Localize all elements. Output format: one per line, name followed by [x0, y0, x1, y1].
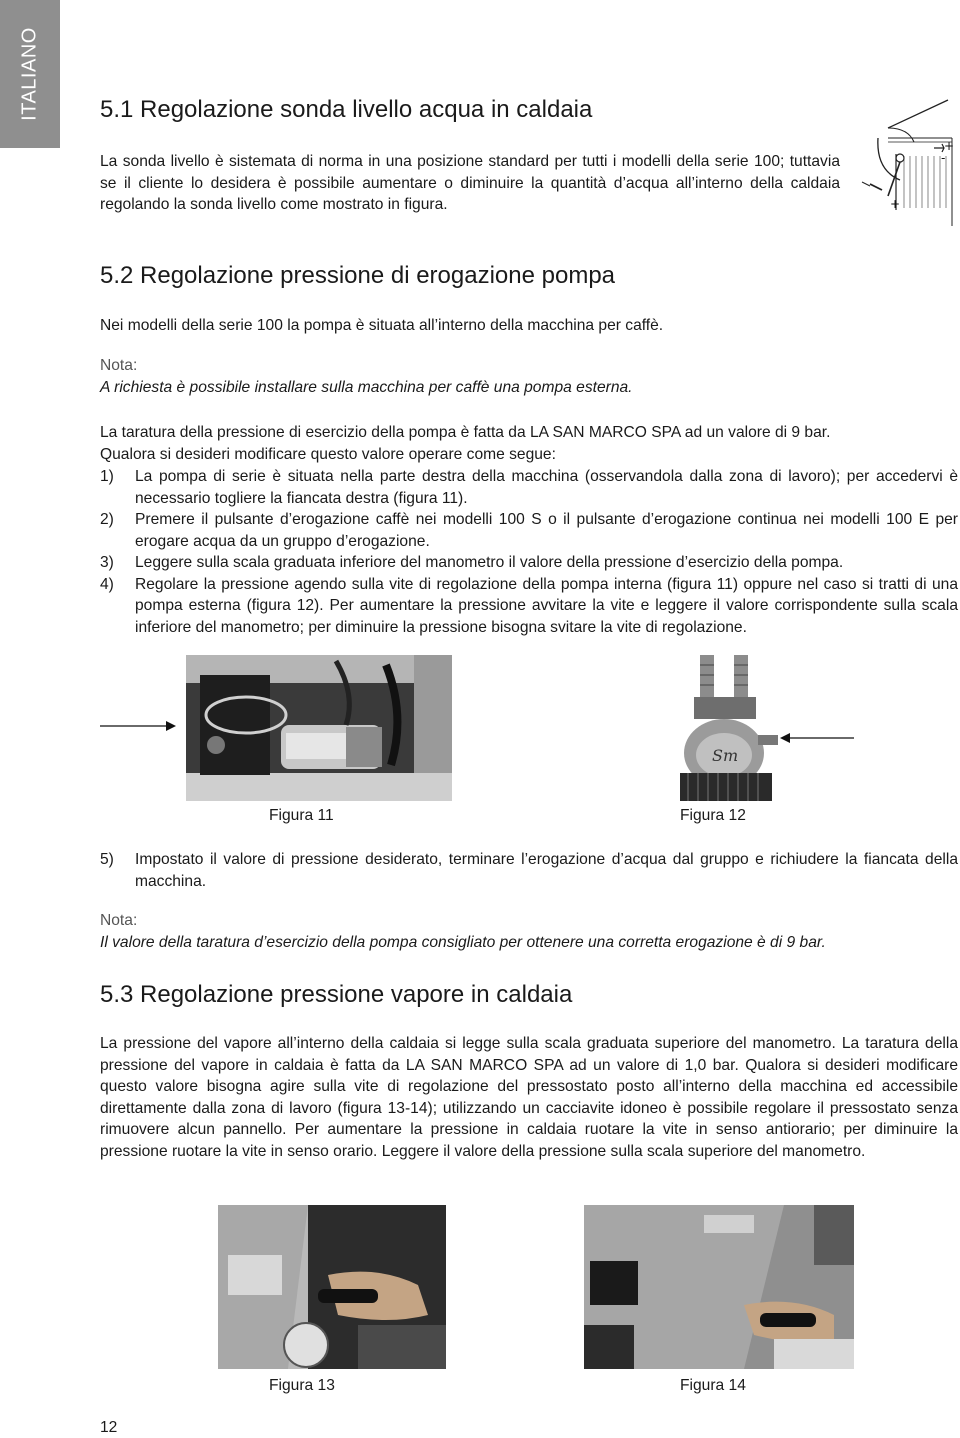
note2-label: Nota: — [100, 912, 138, 929]
figure-12-caption: Figura 12 — [680, 807, 746, 824]
note-label: Nota: — [100, 357, 138, 374]
svg-text:Sm: Sm — [712, 746, 739, 765]
diagram-sign-plus-bottom: + — [890, 197, 901, 211]
step-2: 2) Premere il pulsante d’erogazione caffè nei modelli 100 S o il pulsante d’erogazione continua nei modelli 100 E per erogare acqua da un gruppo d’erogazione. — [100, 511, 958, 550]
figure-14-photo — [584, 1205, 854, 1369]
page-number: 12 — [100, 1419, 118, 1436]
final-step — [100, 849, 958, 892]
section-5-1-heading: 5.1 Regolazione sonda livello acqua in caldaia — [100, 96, 593, 123]
section-5-3-paragraph: La pressione del vapore all’interno della caldaia si legge sulla scala graduata superiore del manometro. La taratura della pressione del vapore in caldaia è fatta da LA SAN MARCO SPA ad un valore di 1,0 bar. Qualora si desideri modificare questo valore bisogna agire sulla vite di regolazione del pressostato posto all’interno della macchina ed accessibile direttamente dalla zona di lavoro (figura 13-14); utilizzando un cacciavite idoneo è possibile regolare il pressostato senza rimuovere alcun pannello. Per aumentare la pressione in caldaia ruotare la vite in senso antiorario; per diminuire la pressione ruotare la vite in senso orario. Leggere il valore della pressione sulla scala superiore del manometro. — [100, 1035, 958, 1160]
diagram-sign-plus-top: + — [944, 139, 955, 153]
step-3: 3) Leggere sulla scala graduata inferiore del manometro il valore della pressione d’esercizio della pompa. — [100, 554, 844, 571]
section-5-3-heading: 5.3 Regolazione pressione vapore in caldaia — [100, 981, 573, 1008]
step-5: 5) Impostato il valore di pressione desiderato, terminare l’erogazione d’acqua dal gruppo e richiudere la fiancata della macchina. — [100, 851, 958, 890]
diagram-sign-minus: - — [941, 151, 946, 165]
language-tab — [0, 0, 60, 148]
step-4: 4) Regolare la pressione agendo sulla vite di regolazione della pompa interna (figura 11) oppure nel caso si tratti di una pompa esterna (figura 12). Per aumentare la pressione avvitare la vite e leggere il valore corrispondente sulla scala inferiore del manometro; per diminuire la pressione bisogna svitare la vite di regolazione. — [100, 575, 958, 636]
figure-12-arrow — [778, 730, 854, 746]
figure-11-caption: Figura 11 — [269, 807, 334, 824]
figure-11-photo — [186, 655, 452, 801]
level-probe-diagram — [848, 98, 956, 226]
note2-text: Il valore della taratura d’esercizio della pompa consigliato per ottenere una corretta erogazione è di 9 bar. — [100, 934, 826, 951]
figure-13-caption: Figura 13 — [269, 1377, 335, 1394]
section-5-2-heading: 5.2 Regolazione pressione di erogazione pompa — [100, 262, 616, 289]
note-text: A richiesta è possibile installare sulla macchina per caffè una pompa esterna. — [100, 379, 633, 396]
step-1: 1) La pompa di serie è situata nella parte destra della macchina (osservandola dalla zona di lavoro); per accedervi è necessario togliere la fiancata destra (figura 11). — [100, 468, 958, 507]
language-tab-label: ITALIANO — [18, 27, 41, 121]
figure-11-arrow — [100, 718, 180, 734]
adjustment-steps — [100, 466, 958, 638]
figure-12-photo — [672, 655, 778, 801]
figure-13-photo — [218, 1205, 446, 1369]
section-5-1-paragraph: La sonda livello è sistemata di norma in una posizione standard per tutti i modelli della serie 100; tuttavia se il cliente lo desidera è possibile aumentare o diminuire la quantità d’acqua all’interno della caldaia regolando la sonda livello come mostrato in figura. — [100, 153, 840, 213]
calibration-line: La taratura della pressione di esercizio della pompa è fatta da LA SAN MARCO SPA ad un valore di 9 bar. — [100, 424, 831, 441]
steps-intro: Qualora si desideri modificare questo valore operare come segue: — [100, 446, 556, 463]
section-5-2-intro: Nei modelli della serie 100 la pompa è situata all’interno della macchina per caffè. — [100, 317, 664, 334]
figure-14-caption: Figura 14 — [680, 1377, 746, 1394]
